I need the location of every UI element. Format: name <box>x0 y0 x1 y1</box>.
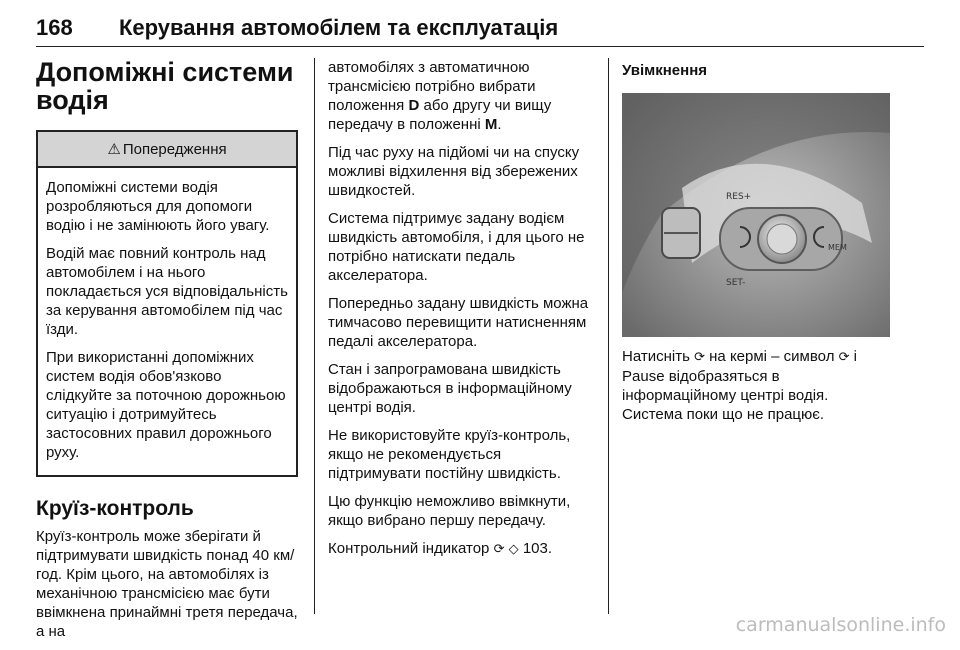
paragraph: Попередньо задану швидкість можна тимчасово перевищити натисненням педалі акселератора. <box>328 295 589 350</box>
warning-title: Попередження <box>122 140 227 158</box>
paragraph: Стан і запрограмована швидкість відображаються в інформаційному центрі водія. <box>328 361 572 416</box>
page-title: Допоміжні системи водія <box>36 57 294 115</box>
paragraph: Під час руху на підйомі чи на спуску можливі відхилення від збережених швидкостей. <box>328 144 580 199</box>
warning-header <box>38 132 296 168</box>
warning-paragraph: Водій має повний контроль над автомобілем і на нього покладається уся відповідальність за керування автомобілем під час їзди. <box>46 245 288 338</box>
column-middle <box>328 58 598 568</box>
warning-triangle-icon: ⚠ <box>107 141 121 158</box>
set-label: SET- <box>726 278 746 288</box>
warning-body <box>38 168 296 475</box>
paragraph: Натисніть ⟳ на кермі – символ ⟳ і Pause відобразяться в інформаційному центрі водія. Система поки що не працює. <box>622 348 858 423</box>
cruise-control-icon: ⟳ <box>493 542 505 557</box>
page-number: 168 <box>36 15 73 40</box>
column-left <box>36 58 298 650</box>
paragraph: Контрольний індикатор ⟳ ◇ 103. <box>328 540 553 557</box>
res-label: RES+ <box>726 192 752 202</box>
paragraph: Цю функцію неможливо ввімкнути, якщо вибрано першу передачу. <box>328 493 571 529</box>
section-text: Круїз-контроль може зберігати й підтримувати швидкість понад 40 км/год. Крім цього, на автомобілях із механічною трансмісією має бути ввімкнена принаймні третя передача, а на <box>36 528 298 640</box>
chapter-title: Керування автомобілем та експлуатація <box>119 15 559 40</box>
paragraph: Не використовуйте круїз-контроль, якщо не рекомендується підтримувати постійну швидкість. <box>328 427 571 482</box>
cruise-control-icon: ⟳ <box>838 350 850 365</box>
paragraph: автомобілях з автоматичною трансмісією потрібно вибрати положення D або другу чи вищу передачу в положенні M. <box>328 59 552 133</box>
watermark: carmanualsonline.info <box>735 614 946 636</box>
column-divider <box>314 58 315 614</box>
warning-paragraph: Допоміжні системи водія розробляються для допомоги водію і не замінюють його увагу. <box>46 179 270 234</box>
warning-paragraph: При використанні допоміжних систем водія обов'язково слідкуйте за поточною дорожньою ситуацію і дотримуйтесь застосовних правил дорожнього руху. <box>46 349 286 461</box>
paragraph: Система підтримує задану водієм швидкість автомобіля, і для цього не потрібно натискати педаль акселератора. <box>328 210 585 284</box>
page-header <box>36 12 924 47</box>
column-right <box>622 62 890 433</box>
warning-box <box>36 130 298 477</box>
cruise-control-icon: ⟳ <box>694 350 705 365</box>
steering-wheel-controls-photo <box>622 93 890 337</box>
section-title: Круїз-контроль <box>36 497 194 520</box>
column-divider <box>608 58 609 614</box>
section-title: Увімкнення <box>622 62 708 79</box>
page-reference-icon: ◇ <box>508 542 519 557</box>
mem-label: MEM <box>828 243 847 252</box>
